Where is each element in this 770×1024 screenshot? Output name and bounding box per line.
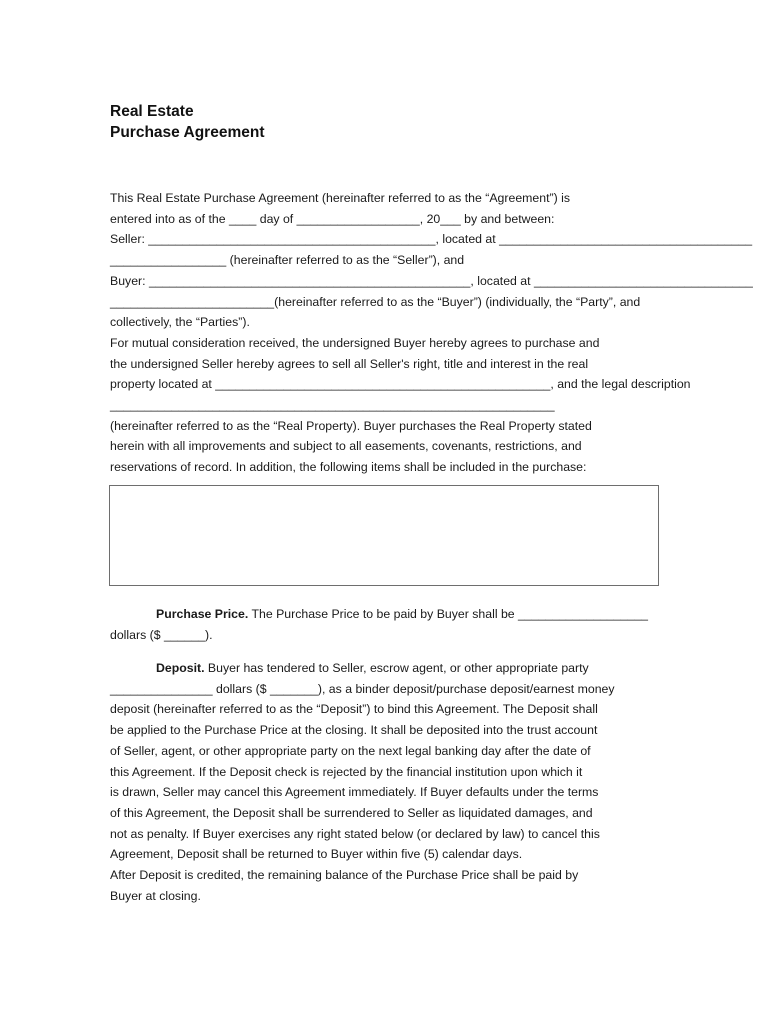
deposit-line: After Deposit is credited, the remaining balance of the Purchase Price shall be paid by [110,868,579,883]
intro-line: the undersigned Seller hereby agrees to sell all Seller's right, title and interest in the real [110,356,589,371]
purchase-price-line-2: dollars ($ ______). [110,627,213,642]
deposit-line: Buyer at closing. [110,888,201,903]
document-title [110,101,265,143]
deposit-line: of this Agreement, the Deposit shall be surrendered to Seller as liquidated damages, and [110,805,593,820]
intro-line: This Real Estate Purchase Agreement (hereinafter referred to as the “Agreement”) is [110,191,570,205]
deposit-line: Agreement, Deposit shall be returned to Buyer within five (5) calendar days. [110,847,523,862]
deposit-line: _______________ dollars ($ _______), as a binder deposit/purchase deposit/earnest money [110,681,615,696]
intro-line: property located at _________________________________________________, and the legal description [110,377,691,392]
deposit-text: Buyer has tendered to Seller, escrow agent, or other appropriate party [204,661,589,675]
included-items-box[interactable] [109,485,659,586]
deposit-line: be applied to the Purchase Price at the closing. It shall be deposited into the trust account [110,723,598,738]
intro-section [110,188,753,478]
purchase-price-section [110,604,660,645]
purchase-price-text: The Purchase Price to be paid by Buyer shall be ___________________ [248,607,648,621]
intro-line: collectively, the “Parties”). [110,315,250,330]
deposit-line: this Agreement. If the Deposit check is rejected by the financial institution upon which it [110,764,583,779]
intro-line: _________________________________________________________________ [110,398,555,413]
intro-line: Buyer: _______________________________________________, located at ________________________________ [110,273,753,288]
intro-line: _________________ (hereinafter referred to as the “Seller”), and [110,253,465,268]
title-line-1: Real Estate [110,103,194,120]
intro-line: reservations of record. In addition, the following items shall be included in the purchase: [110,460,587,475]
intro-line: entered into as of the ____ day of __________________, 20___ by and between: [110,211,555,226]
title-line-2: Purchase Agreement [110,124,265,141]
intro-line: Seller: __________________________________________, located at _____________________________________ [110,232,753,247]
purchase-price-heading: Purchase Price. [156,607,249,621]
deposit-line-1 [110,658,660,679]
deposit-line: of Seller, agent, or other appropriate party on the next legal banking day after the date of [110,743,591,758]
deposit-line: not as penalty. If Buyer exercises any right stated below (or declared by law) to cancel this [110,826,600,841]
intro-line: (hereinafter referred to as the “Real Property). Buyer purchases the Real Property stated [110,418,592,433]
deposit-line: deposit (hereinafter referred to as the “Deposit”) to bind this Agreement. The Deposit shall [110,702,598,717]
intro-line: herein with all improvements and subject to all easements, covenants, restrictions, and [110,439,582,454]
deposit-section [110,658,660,906]
intro-line: For mutual consideration received, the undersigned Buyer hereby agrees to purchase and [110,335,600,350]
deposit-line: is drawn, Seller may cancel this Agreement immediately. If Buyer defaults under the terms [110,785,599,800]
deposit-heading: Deposit. [156,661,205,675]
intro-line: ________________________(hereinafter referred to as the “Buyer”) (individually, the “Party”, and [110,294,641,309]
purchase-price-line-1 [110,604,660,625]
